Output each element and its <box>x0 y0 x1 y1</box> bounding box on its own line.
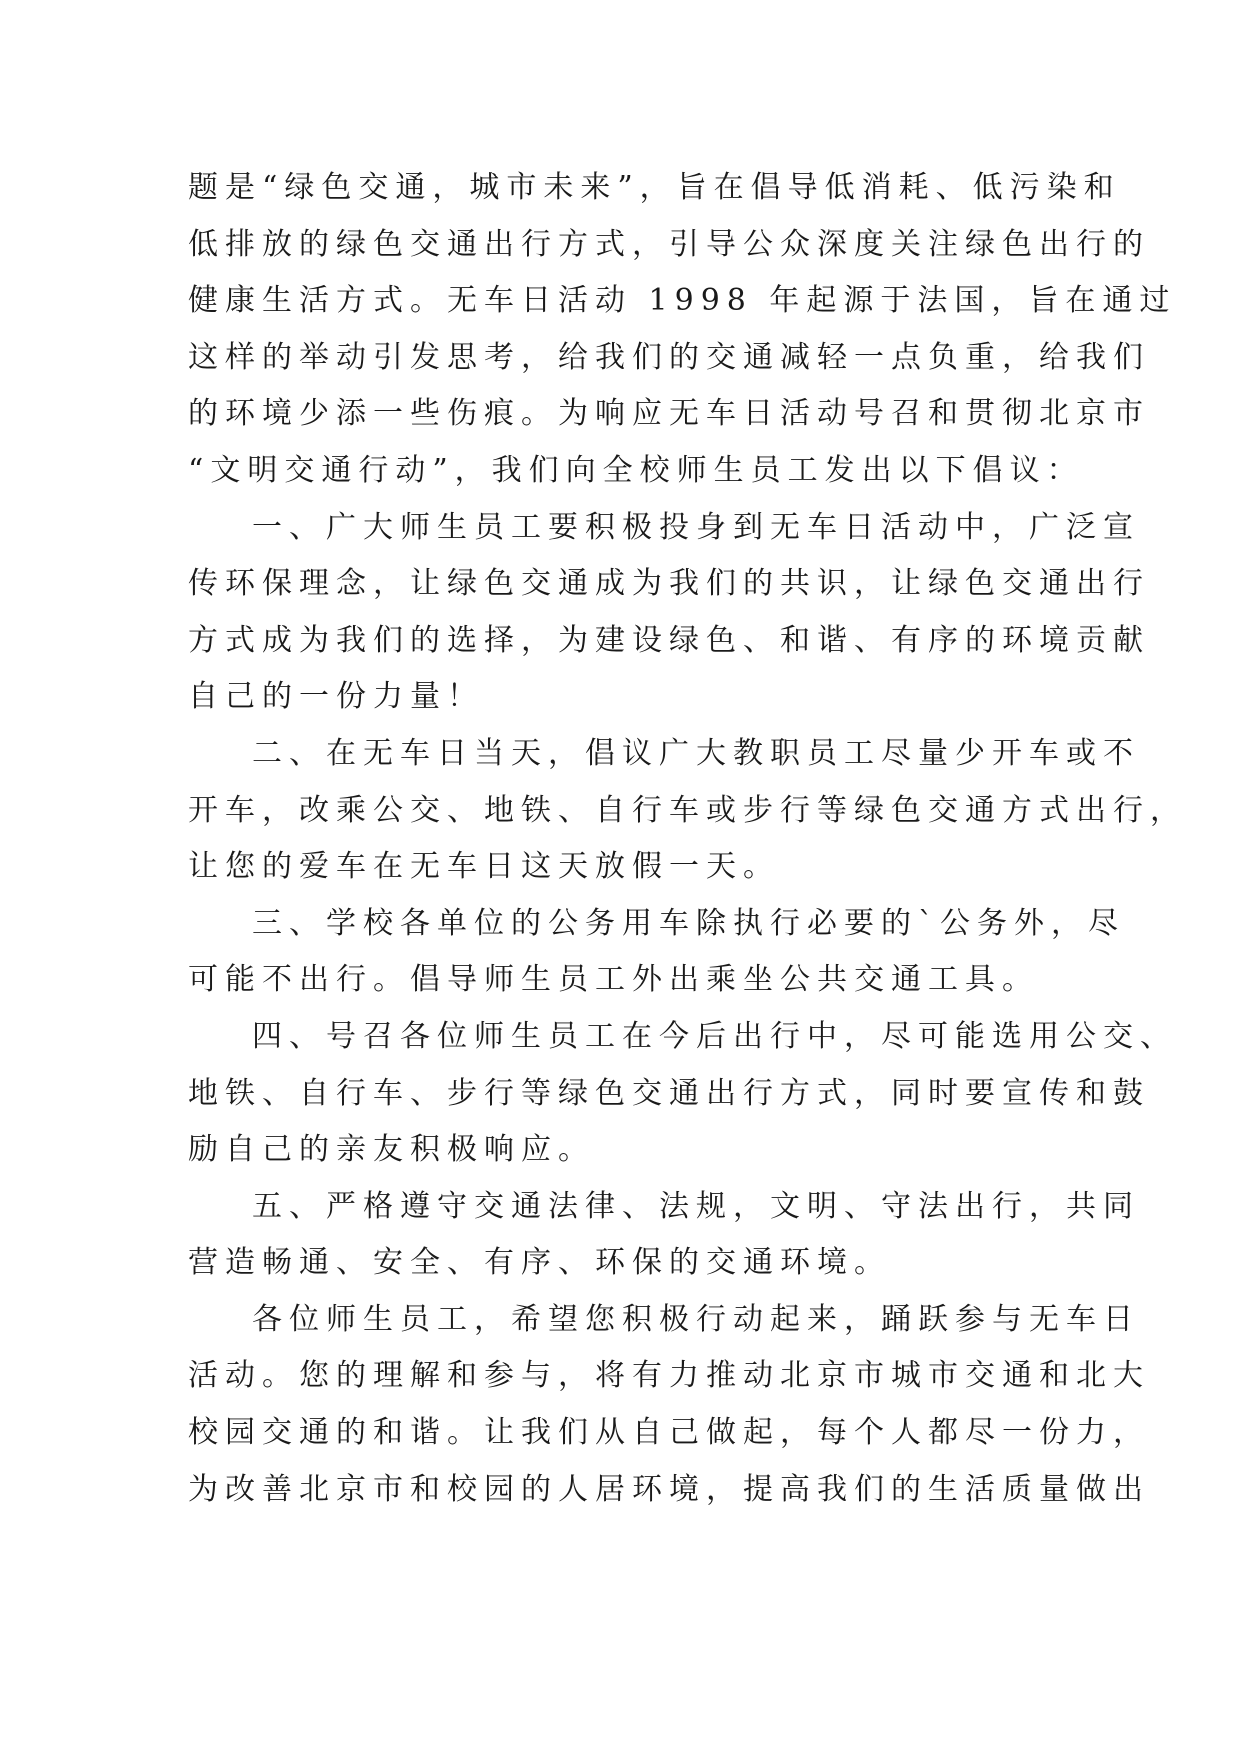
text-line: “文明交通行动”，我们向全校师生员工发出以下倡议： <box>188 452 1084 488</box>
text-line: 开车，改乘公交、地铁、自行车或步行等绿色交通方式出行， <box>188 792 1187 828</box>
text-line: 二、在无车日当天，倡议广大教职员工尽量少开车或不 <box>252 735 1140 771</box>
text-line: 励自己的亲友积极响应。 <box>188 1132 595 1168</box>
text-line: 健康生活方式。无车日活动 1998 年起源于法国，旨在通过 <box>188 283 1177 319</box>
text-line: 地铁、自行车、步行等绿色交通出行方式，同时要宣传和鼓 <box>188 1075 1150 1111</box>
text-line: 三、学校各单位的公务用车除执行必要的`公务外，尽 <box>252 905 1125 941</box>
text-line: 自己的一份力量！ <box>188 679 484 715</box>
text-line: 校园交通的和谐。让我们从自己做起，每个人都尽一份力， <box>188 1415 1150 1451</box>
text-line: 题是“绿色交通，城市未来”，旨在倡导低消耗、低污染和 <box>188 170 1121 205</box>
text-line: 一、广大师生员工要积极投身到无车日活动中，广泛宣 <box>252 509 1140 545</box>
text-line: 的环境少添一些伤痕。为响应无车日活动号召和贯彻北京市 <box>188 396 1150 432</box>
text-line: 可能不出行。倡导师生员工外出乘坐公共交通工具。 <box>188 962 1039 998</box>
text-line: 为改善北京市和校园的人居环境，提高我们的生活质量做出 <box>188 1471 1150 1507</box>
text-line: 各位师生员工，希望您积极行动起来，踊跃参与无车日 <box>252 1301 1140 1337</box>
body-text <box>188 160 1187 1518</box>
text-line: 五、严格遵守交通法律、法规，文明、守法出行，共同 <box>252 1188 1140 1224</box>
text-line: 低排放的绿色交通出行方式，引导公众深度关注绿色出行的 <box>188 226 1150 262</box>
text-line: 活动。您的理解和参与，将有力推动北京市城市交通和北大 <box>188 1358 1150 1394</box>
text-line: 方式成为我们的选择，为建设绿色、和谐、有序的环境贡献 <box>188 622 1150 658</box>
text-line: 传环保理念，让绿色交通成为我们的共识，让绿色交通出行 <box>188 566 1150 602</box>
text-line: 四、号召各位师生员工在今后出行中，尽可能选用公交、 <box>252 1018 1177 1054</box>
text-line: 这样的举动引发思考，给我们的交通减轻一点负重，给我们 <box>188 339 1150 375</box>
text-line: 营造畅通、安全、有序、环保的交通环境。 <box>188 1245 891 1281</box>
text-line: 让您的爱车在无车日这天放假一天。 <box>188 849 780 885</box>
